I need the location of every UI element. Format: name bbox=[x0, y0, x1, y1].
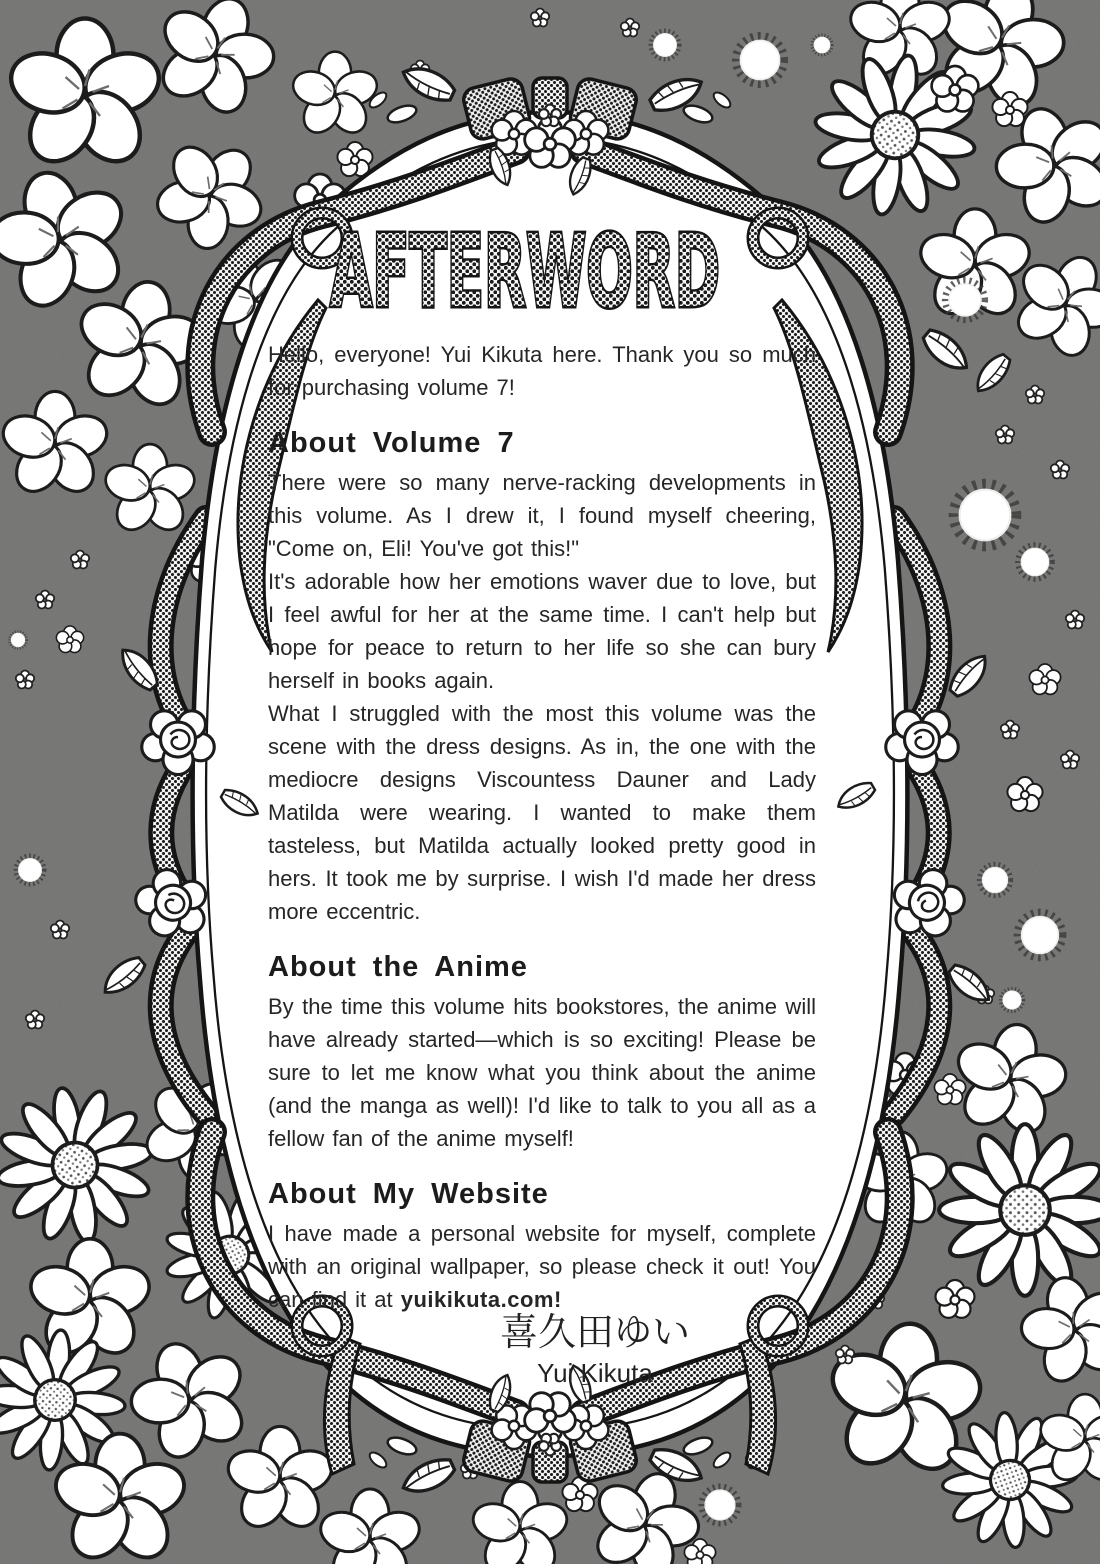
volume7-paragraph-2: It's adorable how her emotions waver due to love, but I feel awful for her at the same time. I can't help but hope for peace to return to her life so she can bury herself in books again. bbox=[268, 569, 816, 693]
signature-romaji: Yui Kikuta bbox=[537, 1358, 653, 1388]
section-heading-website: About My Website bbox=[268, 1178, 549, 1210]
website-paragraph bbox=[268, 1217, 816, 1316]
afterword-title: AFTERWORD bbox=[330, 213, 720, 330]
section-heading-volume7: About Volume 7 bbox=[268, 427, 515, 459]
author-signature bbox=[430, 1308, 760, 1390]
signature-japanese: 喜久田ゆい bbox=[499, 1310, 690, 1354]
anime-paragraph: By the time this volume hits bookstores, the anime will have already started—which is so exciting! Please be sure to let me know what you think about the anime (and the manga as well)! I'd like to talk to you all as a fellow fan of the anime myself! bbox=[268, 994, 816, 1151]
volume7-paragraph-1: There were so many nerve-racking developments in this volume. As I drew it, I found myself cheering, "Come on, Eli! You've got this!" bbox=[268, 470, 816, 561]
intro-paragraph: Hello, everyone! Yui Kikuta here. Thank you so much for purchasing volume 7! bbox=[268, 342, 816, 400]
section-heading-anime: About the Anime bbox=[268, 951, 528, 983]
website-url: yuikikuta.com! bbox=[400, 1287, 562, 1312]
website-paragraph-text: I have made a personal website for myself, complete with an original wallpaper, so please check it out! You can find it at bbox=[268, 1221, 816, 1312]
afterword-content bbox=[268, 338, 816, 1316]
volume7-paragraph-3: What I struggled with the most this volume was the scene with the dress designs. As in, the one with the mediocre designs Viscountess Dauner and Lady Matilda were wearing. I wanted to make them tasteless, but Matilda actually looked pretty good in hers. It took me by surprise. I wish I'd made her dress more eccentric. bbox=[268, 701, 816, 924]
